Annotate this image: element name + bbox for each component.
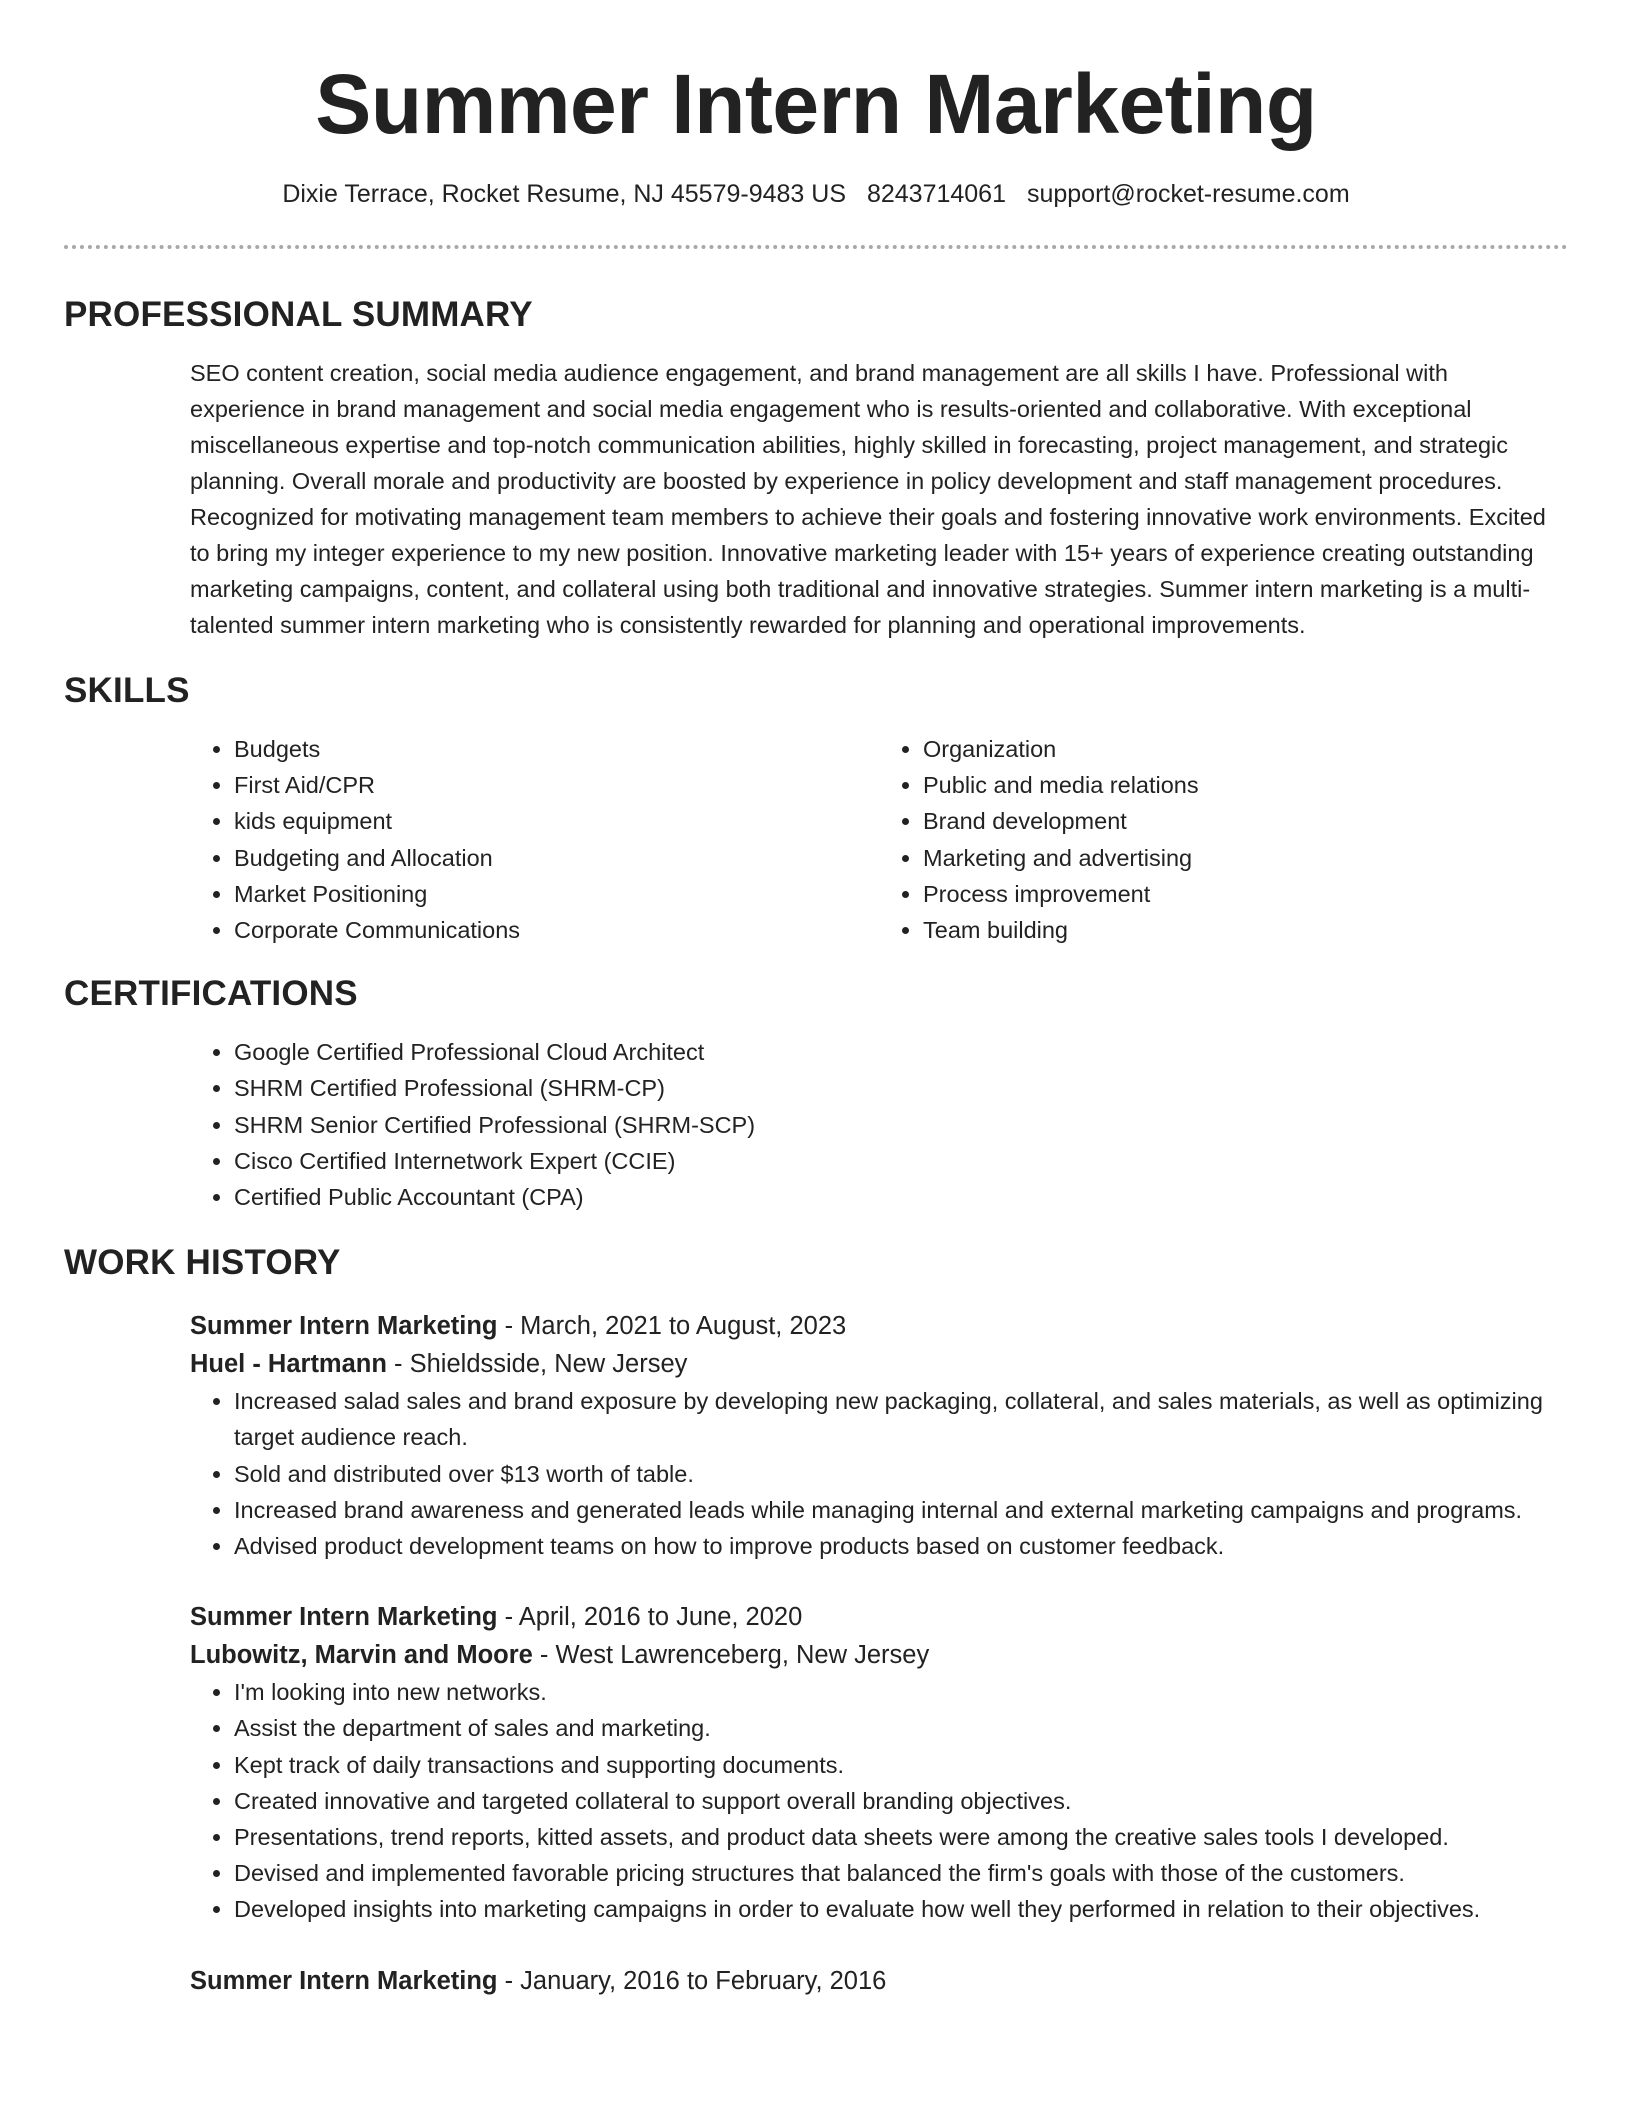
skill-item: • Marketing and advertising xyxy=(923,840,1568,876)
job-bullets xyxy=(190,1383,1568,1564)
job-entry xyxy=(190,1598,1568,1927)
contact-email: support@rocket-resume.com xyxy=(1026,180,1350,208)
job-bullet: • Devised and implemented favorable pricing structures that balanced the firm's goals with those of the customers. xyxy=(234,1855,1568,1891)
skill-item: • First Aid/CPR xyxy=(234,767,879,803)
job-bullet: • Kept track of daily transactions and supporting documents. xyxy=(234,1747,1568,1783)
section-title-work-history: WORK HISTORY xyxy=(64,1243,341,1283)
job-bullet: • Developed insights into marketing campaigns in order to evaluate how well they performed in relation to their objectives. xyxy=(234,1891,1568,1927)
contact-address: Dixie Terrace, Rocket Resume, NJ 45579-9483 US xyxy=(282,180,846,208)
certifications-list xyxy=(190,1034,1568,1215)
section-title-certifications: CERTIFICATIONS xyxy=(64,974,358,1014)
job-dates: - March, 2021 to August, 2023 xyxy=(497,1312,847,1341)
skill-item: • Market Positioning xyxy=(234,876,879,912)
job-entry xyxy=(190,1962,1568,2000)
skills-column-left xyxy=(190,731,879,948)
job-bullet: • I'm looking into new networks. xyxy=(234,1674,1568,1710)
job-dates: - January, 2016 to February, 2016 xyxy=(497,1966,887,1995)
job-bullet: • Sold and distributed over $13 worth of table. xyxy=(234,1456,1568,1492)
summary-text: SEO content creation, social media audience engagement, and brand management are all skills I have. Professional with experience in brand management and social media engagement who is results-oriented and collaborative. With exceptional miscellaneous expertise and top-notch communication abilities, highly skilled in forecasting, project management, and strategic planning. Overall morale and productivity are boosted by experience in policy development and staff management procedures. Recognized for motivating management team members to achieve their goals and fostering innovative work environments. Excited to bring my integer experience to my new position. Innovative marketing leader with 15+ years of experience creating outstanding marketing campaigns, content, and collateral using both traditional and innovative strategies. Summer intern marketing is a multi-talented summer intern marketing who is consistently rewarded for planning and operational improvements. xyxy=(190,360,1546,638)
certification-item: • Cisco Certified Internetwork Expert (CCIE) xyxy=(234,1143,1568,1179)
job-company-line xyxy=(190,1636,1568,1674)
skill-item: • kids equipment xyxy=(234,803,879,839)
job-bullet: • Increased salad sales and brand exposure by developing new packaging, collateral, and sales materials, as well as optimizing target audience reach. xyxy=(234,1383,1568,1455)
certification-item: • SHRM Certified Professional (SHRM-CP) xyxy=(234,1070,1568,1106)
header-divider xyxy=(64,245,1568,249)
job-location: - West Lawrenceberg, New Jersey xyxy=(532,1641,930,1670)
contact-line xyxy=(64,178,1568,210)
job-title-line xyxy=(190,1598,1568,1636)
job-entry xyxy=(190,1307,1568,1564)
skill-item: • Organization xyxy=(923,731,1568,767)
skills-column-right xyxy=(879,731,1568,948)
skill-item: • Brand development xyxy=(923,803,1568,839)
job-role: Summer Intern Marketing xyxy=(190,1312,498,1341)
job-bullet: • Increased brand awareness and generated leads while managing internal and external marketing campaigns and programs. xyxy=(234,1492,1568,1528)
job-bullet: • Advised product development teams on how to improve products based on customer feedback. xyxy=(234,1528,1568,1564)
certification-item: • Google Certified Professional Cloud Architect xyxy=(234,1034,1568,1070)
candidate-name: Summer Intern Marketing xyxy=(315,57,1317,151)
job-bullets xyxy=(190,1674,1568,1927)
job-company: Lubowitz, Marvin and Moore xyxy=(190,1641,533,1670)
job-location: - Shieldsside, New Jersey xyxy=(386,1350,688,1379)
certification-item: • SHRM Senior Certified Professional (SHRM-SCP) xyxy=(234,1107,1568,1143)
skill-item: • Budgeting and Allocation xyxy=(234,840,879,876)
section-title-summary: PROFESSIONAL SUMMARY xyxy=(64,295,533,334)
skill-item: • Team building xyxy=(923,912,1568,948)
skill-item: • Corporate Communications xyxy=(234,912,879,948)
job-title-line xyxy=(190,1962,1568,2000)
job-role: Summer Intern Marketing xyxy=(190,1603,498,1632)
job-bullet: • Created innovative and targeted collateral to support overall branding objectives. xyxy=(234,1783,1568,1819)
skill-item: • Budgets xyxy=(234,731,879,767)
job-title-line xyxy=(190,1307,1568,1345)
section-title-skills: SKILLS xyxy=(64,671,190,710)
job-company-line xyxy=(190,1345,1568,1383)
skills-list xyxy=(190,731,1568,948)
certification-item: • Certified Public Accountant (CPA) xyxy=(234,1179,1568,1215)
skill-item: • Public and media relations xyxy=(923,767,1568,803)
job-bullet: • Presentations, trend reports, kitted assets, and product data sheets were among the creative sales tools I developed. xyxy=(234,1819,1568,1855)
job-bullet: • Assist the department of sales and marketing. xyxy=(234,1710,1568,1746)
resume-page xyxy=(64,0,1568,2000)
contact-phone: 8243714061 xyxy=(866,180,1006,208)
job-dates: - April, 2016 to June, 2020 xyxy=(497,1603,803,1632)
skill-item: • Process improvement xyxy=(923,876,1568,912)
job-company: Huel - Hartmann xyxy=(190,1350,387,1379)
job-role: Summer Intern Marketing xyxy=(190,1966,498,1995)
